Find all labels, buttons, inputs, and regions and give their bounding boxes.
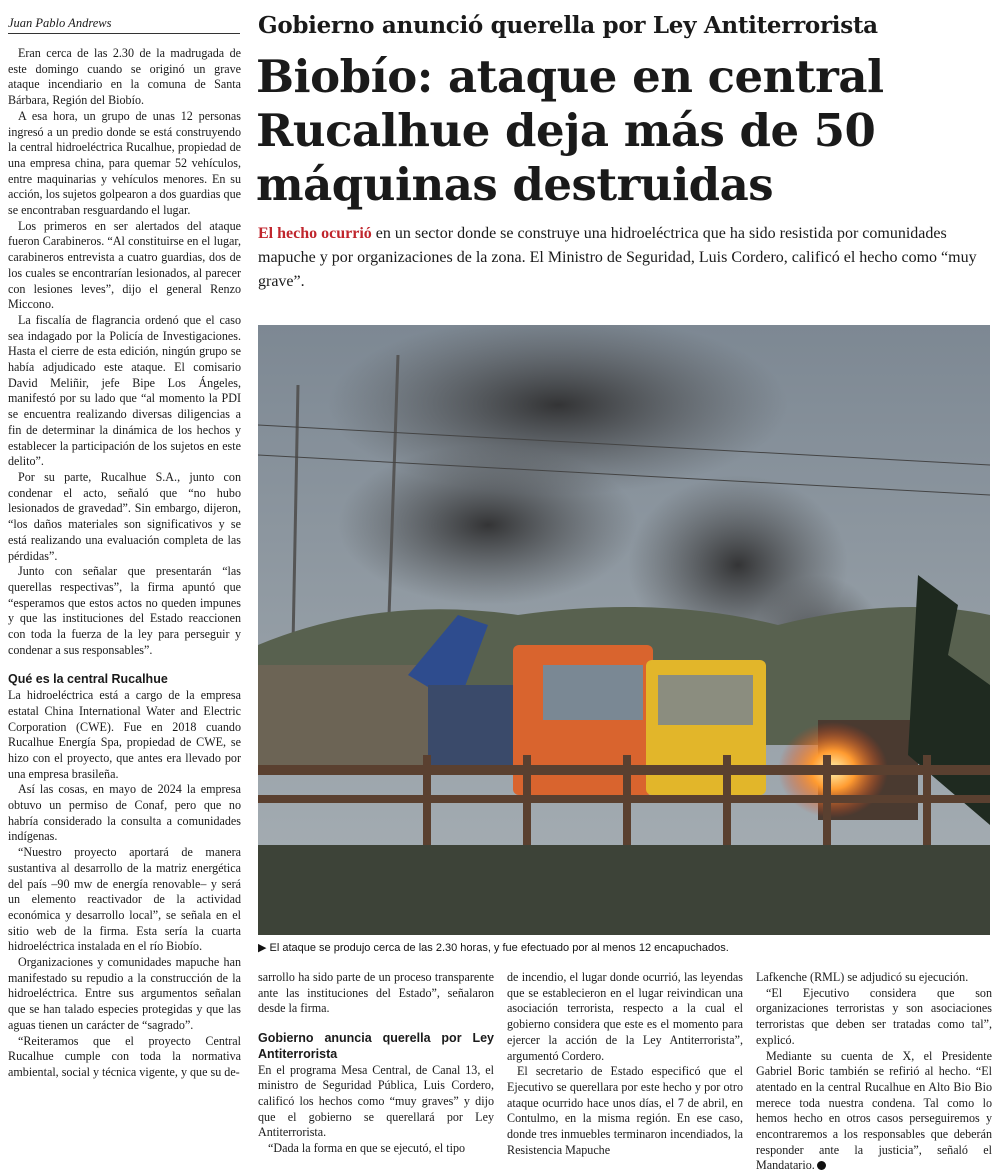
column-3: [507, 970, 743, 1172]
paragraph: “Reiteramos que el proyecto Central Rucalhue cumple con toda la normativa ambiental, social y técnica vigente, y que su de-: [8, 1033, 241, 1079]
fence-post: [523, 755, 531, 850]
fence-post: [423, 755, 431, 850]
fence-post: [823, 755, 831, 850]
paragraph: En el programa Mesa Central, de Canal 13, el ministro de Seguridad Pública, Luis Cordero, calificó los hechos como “muy graves” y dijo que el gobierno se querellará por Ley Antiterrorista.: [258, 1062, 494, 1140]
paragraph: Eran cerca de las 2.30 de la madrugada de este domingo cuando se originó un grave ataque incendiario en la comuna de Santa Bárbara, Región del Biobío.: [8, 46, 241, 108]
left-column: [8, 46, 241, 1172]
column-2: [258, 970, 494, 1172]
paragraph: sarrollo ha sido parte de un proceso transparente ante las instituciones del Estado”, señalaron desde la firma.: [258, 970, 494, 1016]
paragraph: Por su parte, Rucalhue S.A., junto con condenar el acto, señaló que “no hubo lesionados de gravedad”. Sin embargo, dijeron, “los daños materiales son significativos y se está realizando una evaluación completa de las pérdidas”.: [8, 469, 241, 563]
paragraph: Organizaciones y comunidades mapuche han manifestado su repudio a la construcción de la hidroeléctrica. Entre sus argumentos señalan que se han talado especies protegidas y que las aguas tienen un carácter de “sagrado”.: [8, 955, 241, 1032]
orange-truck-windshield: [543, 665, 643, 720]
paragraph: Los primeros en ser alertados del ataque fueron Carabineros. “Al constituirse en el lugar, carabineros entrevista a cuatro guardias, dos de los cuales se encontrarían lesionados, al parecer con lesiones leves”, dijo el general Renzo Miccono.: [8, 218, 241, 312]
paragraph: La hidroeléctrica está a cargo de la empresa estatal China International Water and Electric Corporation (CWE). Fue en 2018 cuando Rucalhue Energía Spa, propiedad de CWE, se hizo con el proyecto, que antes era llevado por una empresa brasileña.: [8, 688, 241, 781]
smoke-cloud: [338, 445, 638, 605]
foreground-grass: [258, 845, 990, 935]
paragraph: Lafkenche (RML) se adjudicó su ejecución.: [756, 970, 969, 984]
deck-text: en un sector donde se construye una hidroeléctrica que ha sido resistida por comunidades mapuche y por organizaciones de la zona. El Ministro de Seguridad, Luis Cordero, calificó el hecho como “muy grave”.: [258, 225, 977, 290]
paragraph: Junto con señalar que presentarán “las querellas respectivas”, la firma apuntó que “esperamos que estos actos no queden impunes y que las instituciones del Estado reaccionen con toda la fuerza de la ley para perseguir y condenar a sus responsables”.: [8, 564, 241, 657]
paragraph: La fiscalía de flagrancia ordenó que el caso sea indagado por la Policía de Investigaciones. Hasta el cierre de esta edición, ningún grupo se había adjudicado este ataque. El comisario David Meliñir, jefe Bipe Los Ángeles, manifestó por su lado que “al momento la PDI se encuentra realizando diversas diligencias a fin de determinar la dinámica de los hechos y establecer la participación de los sujetos en este delito”.: [8, 312, 241, 469]
headline: Biobío: ataque en central Rucalhue deja más de 50 máquinas destruidas: [256, 50, 884, 211]
paragraph: “Dada la forma en que se ejecutó, el tipo: [268, 1141, 466, 1156]
paragraph: de incendio, el lugar donde ocurrió, las leyendas que se establecieron en el lugar reivindican una asociación terrorista, respecto a la cual el gobierno considera que este es el momento para ejercer la acción de la Ley Antiterrorista”, argumentó Cordero.: [507, 970, 743, 1063]
photo-illustration: [258, 325, 990, 935]
fence-post: [623, 755, 631, 850]
yellow-truck-windshield: [658, 675, 753, 725]
subhead-central-rucalhue: Qué es la central Rucalhue: [8, 672, 168, 687]
paragraph: “El Ejecutivo considera que son organizaciones terroristas y son asociaciones terroristas que deben ser tratadas como tal”, explicó.: [756, 985, 992, 1047]
paragraph: A esa hora, un grupo de unas 12 personas ingresó a un predio donde se está construyendo la central hidroeléctrica Rucalhue, propiedad de una empresa china, para quemar 52 vehículos, entre maquinarias y vehículos menores. En su acción, los sujetos golpearon a dos guardias que se encontraban resguardando el lugar.: [8, 108, 241, 218]
kicker: Gobierno anunció querella por Ley Antiterrorista: [258, 12, 878, 39]
deck-lead: El hecho ocurrió: [258, 225, 372, 242]
column-4: [756, 970, 992, 1172]
fence-post: [723, 755, 731, 850]
paragraph-text: Mediante su cuenta de X, el Presidente Gabriel Boric también se refirió al hecho. “El atentado en la central Rucalhue en Alto Bio Bio merece toda nuestra condena. Tal como lo hemos hecho en otros casos perseguiremos y encontraremos a los responsables que deberán responder ante la justicia”, señaló el Mandatario.: [756, 1048, 992, 1172]
paragraph: Así las cosas, en mayo de 2024 la empresa obtuvo un permiso de Conaf, pero que no habría considerado la consulta a comunidades indígenas.: [8, 782, 241, 844]
end-of-article-icon: [817, 1161, 826, 1170]
burning-trucks-photo: [258, 325, 990, 935]
byline: Juan Pablo Andrews: [8, 16, 240, 34]
paragraph: El secretario de Estado especificó que el Ejecutivo se querellara por este hecho y por otro ataque ocurrido hace unos días, el 7 de abril, en Contulmo, en la misma región. En ese caso, donde tres inmuebles terminaron incendiados, la Resistencia Mapuche: [507, 1064, 743, 1157]
paragraph: [756, 1049, 992, 1172]
paragraph: “Nuestro proyecto aportará de manera sustantiva al desarrollo de la matriz energética del país –90 mw de energía renovable– y será un elemento reactivador de la actividad económica y desarrollo local”, se señala en el sitio web de la firma. Esta sería la cuarta hidroeléctrica instalada en el río Biobío.: [8, 845, 241, 954]
truck-trailer: [258, 665, 428, 775]
deck: [258, 222, 993, 294]
fence-post: [923, 755, 931, 850]
crane-base: [428, 685, 518, 775]
subhead-querella: Gobierno anuncia querella por Ley Antiterrorista: [258, 1031, 494, 1061]
photo-caption: ▶ El ataque se produjo cerca de las 2.30 horas, y fue efectuado por al menos 12 encapuchados.: [258, 942, 729, 954]
